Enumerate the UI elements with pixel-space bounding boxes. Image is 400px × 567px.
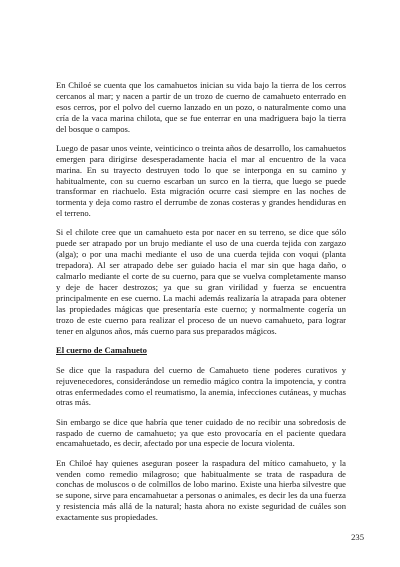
paragraph-remedy-sales: En Chiloé hay quienes aseguran poseer la raspadura del mítico camahueto, y la venden como remedio milagroso; que habitualmente se trata de raspadura de conchas de moluscos o de colmillos de lobo marino. Existe una hierba silvestre que se supone, sirve para encamahuetar a personas o animales, es decir les da una fuerza y resistencia más allá de la natural; hasta ahora no existe seguridad de cuáles son exactamente sus propiedades. bbox=[56, 457, 346, 523]
page-body bbox=[56, 80, 346, 531]
page-number: 235 bbox=[351, 532, 364, 542]
paragraph-origin: En Chiloé se cuenta que los camahuetos inician su vida bajo la tierra de los cerros cercanos al mar; y nacen a partir de un trozo de cuerno de camahueto enterrado en esos cerros, por el polvo del cuerno lanzado en un pozo, o naturalmente como una cría de la vaca marina chilota, que se fue enterrar en una madriguera bajo la tierra del bosque o campos. bbox=[56, 80, 346, 134]
paragraph-overdose-warning: Sin embargo se dice que habría que tener cuidado de no recibir una sobredosis de raspado de cuerno de camahueto; ya que esto provocaría en el paciente quedara encamahuetado, es decir, afectado por una especie de locura violenta. bbox=[56, 416, 346, 449]
paragraph-capture: Si el chilote cree que un camahueto esta por nacer en su terreno, se dice que sólo puede ser atrapado por un brujo mediante el uso de una cuerda tejida con zargazo (alga); o por una machi mediante el uso de una cuerda tejida con voqui (planta trepadora). Al ser atrapado debe ser guiado hacia el mar sin que haga daño, o calmarlo mediante el corte de su cuerno, para que se vuelva completamente manso y deje de hacer destrozos; ya que su gran virilidad y fuerza se encuentra principalmente en ese cuerno. La machi además realizaría la atrapada para obtener las propiedades mágicas que presentaría este cuerno; y normalmente cogería un trozo de este cuerno para realizar el proceso de un nuevo camahueto, para lograr tener en algunos años, más cuerno para sus preparados mágicos. bbox=[56, 227, 346, 336]
paragraph-healing-powers: Se dice que la raspadura del cuerno de Camahueto tiene poderes curativos y rejuvenecedores, considerándose un remedio mágico contra la impotencia, y contra otras enfermedades como el reumatismo, la anemia, infecciones cutáneas, y muchas otras más. bbox=[56, 364, 346, 408]
section-heading: El cuerno de Camahueto bbox=[56, 344, 147, 355]
paragraph-migration: Luego de pasar unos veinte, veinticinco o treinta años de desarrollo, los camahuetos emergen para dirigirse desesperadamente hacia el mar al encuentro de la vaca marina. En su trayecto destruyen todo lo que se interponga en su camino y habitualmente, con su cuerno escarban un surco en la tierra, que luego se puede transformar en riachuelo. Esta migración ocurre casi siempre en las noches de tormenta y deja como rastro el derrumbe de zonas costeras y grandes hendiduras en el terreno. bbox=[56, 142, 346, 219]
